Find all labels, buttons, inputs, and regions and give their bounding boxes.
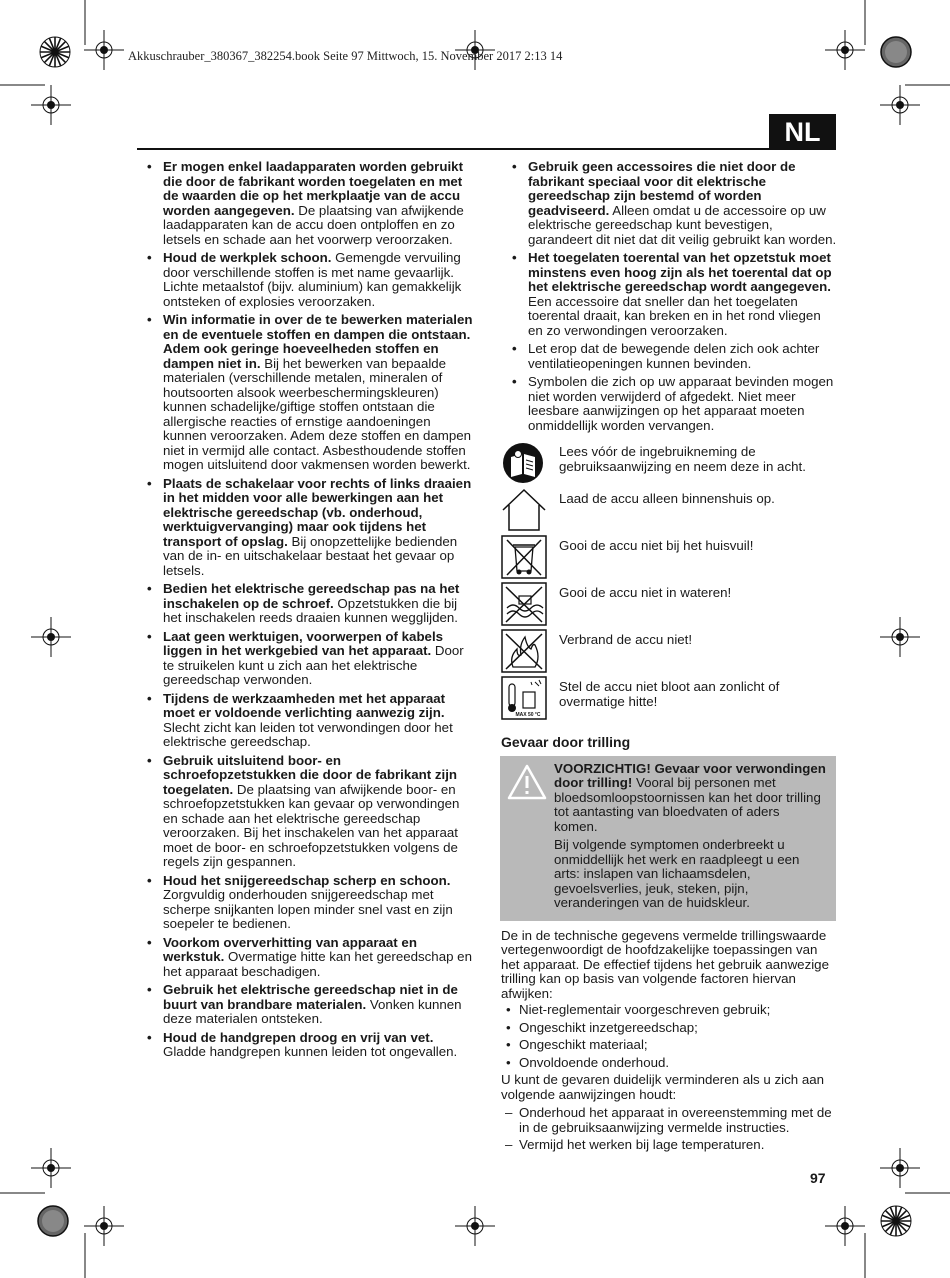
advice-list bbox=[501, 1106, 837, 1153]
left-column bbox=[145, 160, 473, 1064]
header-rule bbox=[137, 148, 769, 150]
symbol-row bbox=[501, 535, 838, 582]
list-item: – Vermijd het werken bij lage temperaturen. bbox=[501, 1138, 837, 1153]
vibration-paragraph: De in de technische gegevens vermelde trillingswaarde vertegenwoordigt de hoofdzakelijke toepassingen van het apparaat. De effectief tijdens het gebruik aanwezige trilling kan op basis van volgende factoren hiervan afwijken: • Niet-reglementair voorgeschreven gebruik; • Ongeschikt inzetgereedschap; • Ongeschikt materiaal; • Onvoldoende onderhoud. U kunt de gevaren duidelijk verminderen als u zich aan volgende aanwijzingen houdt: – Onderhoud het apparaat in overeenstemming met de in de gebruiksaanwijzing vermelde instructies. – Vermijd het werken bij lage temperaturen. bbox=[501, 929, 837, 1153]
list-item: • Er mogen enkel laadapparaten worden gebruikt die door de fabrikant worden toegelaten en met de waarden die op het merkplaatje van de accu worden aangegeven. De plaatsing van afwijkende laadapparaten kan de accu doen ontploffen en zo letsels en schade aan het voorwerp veroorzaken. bbox=[145, 160, 473, 247]
crossed-bin-icon bbox=[501, 535, 547, 579]
no-water-icon bbox=[501, 582, 547, 626]
list-item: • Gebruik geen accessoires die niet door de fabrikant speciaal voor dit elektrische gereedschap zijn bestemd of worden geadviseerd. Alleen omdat u de accessoire op uw elektrische gereedschap kunt bevestigen, garandeert dit niet dat dit veilig gebruikt kan worden. bbox=[510, 160, 838, 247]
list-item: • Ongeschikt materiaal; bbox=[501, 1038, 837, 1053]
symbol-text: Gooi de accu niet bij het huisvuil! bbox=[559, 538, 754, 553]
warning-triangle-icon bbox=[500, 762, 554, 915]
section-title: Gevaar door trilling bbox=[501, 734, 631, 750]
symbol-row bbox=[501, 629, 838, 676]
list-item: • Tijdens de werkzaamheden met het apparaat moet er voldoende verlichting aanwezig zijn. Slecht zicht kan leiden tot verwondingen door het elektrische gereedschap. bbox=[145, 692, 473, 750]
list-item: • Niet-reglementair voorgeschreven gebruik; bbox=[501, 1003, 837, 1018]
factor-list bbox=[501, 1003, 837, 1070]
house-icon bbox=[501, 488, 547, 532]
symbol-text: Laad de accu alleen binnenshuis op. bbox=[559, 491, 775, 506]
list-item: • Het toegelaten toerental van het opzetstuk moet minstens even hoog zijn als het toerental dat op het elektrische gereedschap wordt aangegeven. Een accessoire dat sneller dan het toegelaten toerental draait, kan breken en in het rond vliegen en zo verwondingen veroorzaken. bbox=[510, 251, 838, 338]
warning-box bbox=[500, 756, 836, 921]
list-item: • Houd de handgrepen droog en vrij van vet. Gladde handgrepen kunnen leiden tot ongevallen. bbox=[145, 1031, 473, 1060]
warning-text: VOORZICHTIG! Gevaar voor verwondingen door trilling! Vooral bij personen met bloedsomloopstoornissen kan het door trilling tot aantasting van bloedvaten of aders komen. Bij volgende symptomen onderbreekt u onmiddellijk het werk en raadpleegt u een arts: inslapen van lichaamsdelen, gevoelsverlies, jeuk, steken, pijn, veranderingen van de huidskleur. bbox=[554, 760, 826, 910]
svg-text:MAX 50 °C: MAX 50 °C bbox=[515, 712, 541, 718]
list-item: • Gebruik uitsluitend boor- en schroefopzetstukken die door de fabrikant zijn toegelaten. De plaatsing van afwijkende boor- en schroefopzetstukken kan gevaar op verwondingen en schade aan het elektrische gereedschap veroorzaken. Bij het inschakelen van het apparaat moet de boor- en schroefopzetstukken volgens de regels zijn gespannen. bbox=[145, 754, 473, 870]
list-item: • Houd de werkplek schoon. Gemengde vervuiling door verschillende stoffen is met name gevaarlijk. Lichte metaalstof (bijv. aluminium) kan gemakkelijk ontsteken of explosies veroorzaken. bbox=[145, 251, 473, 309]
list-item: – Onderhoud het apparaat in overeenstemming met de in de gebruiksaanwijzing vermelde instructies. bbox=[501, 1106, 837, 1135]
no-fire-icon bbox=[501, 629, 547, 673]
list-item: • Bedien het elektrische gereedschap pas na het inschakelen op de schroef. Opzetstukken die bij het inschakelen reeds draaien kunnen wegglijden. bbox=[145, 582, 473, 626]
list-item: • Let erop dat de bewegende delen zich ook achter ventilatieopeningen kunnen bevinden. bbox=[510, 342, 838, 371]
page-number: 97 bbox=[810, 1170, 826, 1186]
list-item: • Houd het snijgereedschap scherp en schoon. Zorgvuldig onderhouden snijgereedschap met scherpe snijkanten lopen minder snel vast en zijn soepeler te bedienen. bbox=[145, 874, 473, 932]
symbol-list bbox=[501, 441, 838, 723]
symbol-row bbox=[501, 441, 838, 488]
list-item: • Onvoldoende onderhoud. bbox=[501, 1056, 837, 1071]
list-item: • Laat geen werktuigen, voorwerpen of kabels liggen in het werkgebied van het apparaat. Door te struikelen kunt u zich aan het elektrische gereedschap verwonden. bbox=[145, 630, 473, 688]
language-tab: NL bbox=[769, 114, 836, 150]
symbol-row bbox=[501, 488, 838, 535]
list-item: • Ongeschikt inzetgereedschap; bbox=[501, 1021, 837, 1036]
read-manual-icon bbox=[501, 441, 547, 485]
max-temperature-icon bbox=[501, 676, 547, 720]
list-item: • Win informatie in over de te bewerken materialen en de eventuele stoffen en dampen die ontstaan. Adem ook geringe hoeveelheden stoffen en dampen niet in. Bij het bewerken van bepaalde materialen (verschillende metalen, mineralen of houtsoorten alsook weerbeschermingskleuren) kunnen schadelijke/giftige stoffen ontstaan die allergische reacties of ernstige aandoeningen kunnen veroorzaken. Adem deze stoffen en dampen niet in vermijd alle contact. Asbesthoudende stoffen mogen uitsluitend door vakmensen worden bewerkt. bbox=[145, 313, 473, 473]
book-file-header: Akkuschrauber_380367_382254.book Seite 97 Mittwoch, 15. November 2017 2:13 14 bbox=[128, 49, 563, 63]
right-column bbox=[501, 159, 838, 1156]
symbol-text: Verbrand de accu niet! bbox=[559, 632, 693, 647]
list-item: • Voorkom oververhitting van apparaat en werkstuk. Overmatige hitte kan het gereedschap en het apparaat beschadigen. bbox=[145, 936, 473, 980]
symbol-text: Stel de accu niet bloot aan zonlicht of overmatige hitte! bbox=[559, 679, 780, 709]
symbol-row bbox=[501, 676, 838, 723]
symbol-text: Lees vóór de ingebruikneming de gebruiksaanwijzing en neem deze in acht. bbox=[559, 444, 806, 474]
safety-list-right bbox=[510, 160, 838, 433]
list-item: • Symbolen die zich op uw apparaat bevinden mogen niet worden verwijderd of afgedekt. Niet meer leesbare aanwijzingen op het apparaat moeten onmiddellijk worden vervangen. bbox=[510, 375, 838, 433]
symbol-text: Gooi de accu niet in wateren! bbox=[559, 585, 732, 600]
symbol-row bbox=[501, 582, 838, 629]
safety-list-left bbox=[145, 160, 473, 1060]
list-item: • Plaats de schakelaar voor rechts of links draaien in het midden voor alle bewerkingen aan het elektrische gereedschap (vb. onderhoud, werktuigvervanging) maar ook tijdens het transport of opslag. Bij onopzettelijke bedienden van de in- en uitschakelaar bestaat het gevaar op letsels. bbox=[145, 477, 473, 579]
list-item: • Gebruik het elektrische gereedschap niet in de buurt van brandbare materialen. Vonken kunnen deze materialen ontsteken. bbox=[145, 983, 473, 1027]
